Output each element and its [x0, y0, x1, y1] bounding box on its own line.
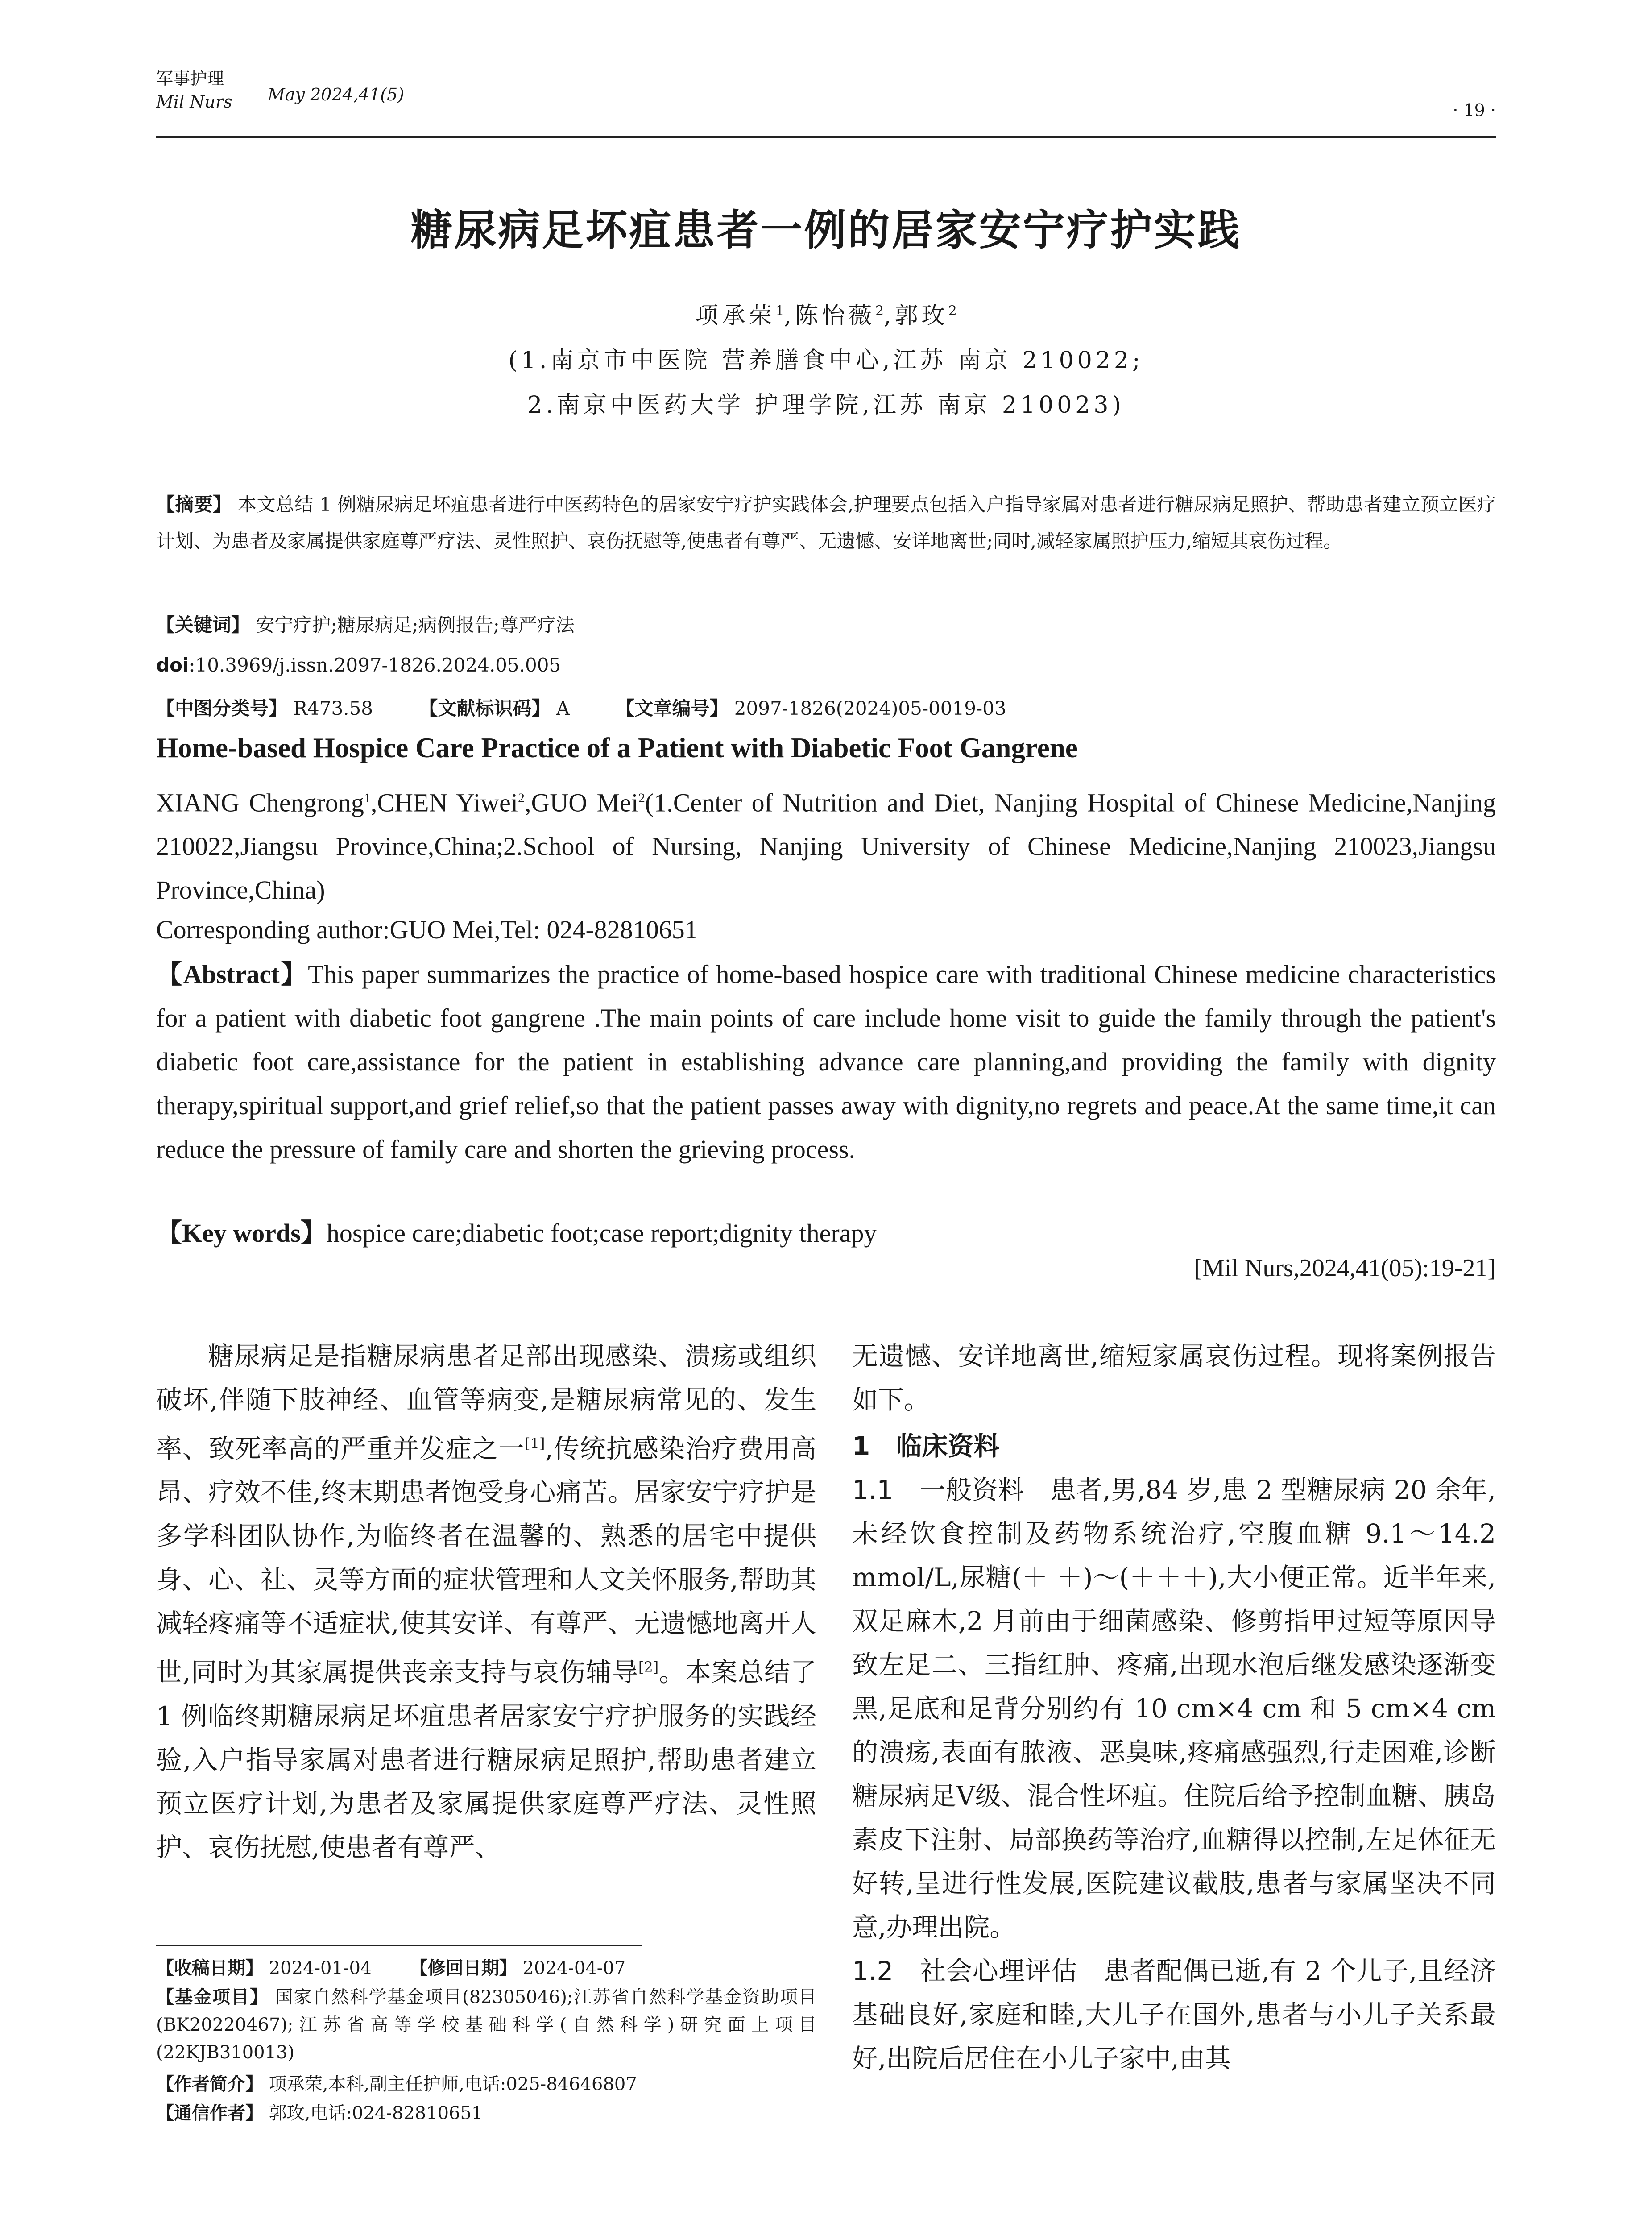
affiliation-line: 2.南京中医药大学 护理学院,江苏 南京 210023) [527, 392, 1125, 419]
author-name: ,GUO Mei [524, 788, 638, 817]
author-name: 陈怡薇 [795, 303, 875, 329]
author-name: XIANG Chengrong [156, 788, 364, 817]
abstract-cn [156, 486, 1496, 560]
keywords-cn [156, 607, 1496, 643]
citation-ref[interactable]: [1] [525, 1435, 545, 1452]
body-text: 患者,男,84 岁,患 2 型糖尿病 20 余年,未经饮食控制及药物系统治疗,空腹血糖 9.1～14.2 mmol/L,尿糖(＋ ＋)～(＋＋＋),大小便正常。近半年来,双足麻木,2 月前由于细菌感染、修剪指甲过短等原因导致左足二、三指红肿、疼痛,出现水泡后继发感染逐渐变黑,足底和足背分别约有 10 cm×4 cm 和 5 cm×4 cm 的溃疡,表面有脓液、恶臭味,疼痛感强烈,行走困难,诊断糖尿病足Ⅴ级、混合性坏疽。住院后给予控制血糖、胰岛素皮下注射、局部换药等治疗,血糖得以控制,左足体征无好转,呈进行性发展,医院建议截肢,患者与家属坚决不同意,办理出院。 [852, 1475, 1496, 1942]
author-name: 郭玫 [894, 303, 948, 329]
author-affil-mark: 2 [948, 303, 957, 319]
body-paragraph [852, 1468, 1496, 1949]
footnote-corresponding [156, 2099, 816, 2127]
corresponding-author: Corresponding author:GUO Mei,Tel: 024-82810651 [156, 915, 698, 944]
issue-info: May 2024,41(5) [268, 85, 405, 104]
subsection-heading: 1.1 一般资料 [852, 1475, 1024, 1505]
revised-date: 2024-04-07 [522, 1958, 626, 1978]
affiliation-line: (1.南京市中医院 营养膳食中心,江苏 南京 210022; [508, 347, 1144, 374]
english-title: Home-based Hospice Care Practice of a Patient with Diabetic Foot Gangrene [156, 732, 1078, 763]
received-date: 2024-01-04 [269, 1958, 372, 1978]
journal-name [156, 67, 232, 113]
author-affil-mark: 2 [875, 303, 884, 319]
doi-label: doi [156, 654, 189, 676]
classification-row [156, 694, 1006, 721]
english-abstract-text: This paper summarizes the practice of home-based hospice care with traditional Chinese medicine characteristics for a patient with diabetic foot gangrene .The main points of care include home visit to guide the family through the patient's diabetic foot care,assistance for the patient in establishing advance care planning,and providing the family with dignity therapy,spiritual support,and grief relief,so that the patient passes away with dignity,no regrets and peace.At the same time,it can reduce the pressure of family care and shorten the grieving process. [156, 960, 1496, 1164]
author-bio-text: 项承荣,本科,副主任护师,电话:025-84646807 [269, 2074, 637, 2094]
footnote-rule [156, 1945, 642, 1946]
body-text: 患者配偶已逝,有 2 个儿子,且经济基础良好,家庭和睦,大儿子在国外,患者与小儿子关系最好,出院后居住在小儿子家中,由其 [852, 1956, 1496, 2073]
body-text: 。本案总结了 1 例临终期糖尿病足坏疽患者居家安宁疗护服务的实践经验,入户指导家属对患者进行糖尿病足照护,帮助患者建立预立医疗计划,为患者及家属提供家庭尊严疗法、灵性照护、哀伤抚慰,使患者有尊严、 [156, 1657, 816, 1862]
funding-label: 【基金项目】 [156, 1987, 269, 2007]
english-abstract-label: 【Abstract】 [156, 960, 308, 989]
keywords-text: 安宁疗护;糖尿病足;病例报告;尊严疗法 [256, 614, 575, 636]
section-heading: 1 临床资料 [852, 1431, 1000, 1461]
author-name: ,CHEN Yiwei [370, 788, 518, 817]
clc-value: R473.58 [293, 697, 373, 719]
abstract-text: 本文总结 1 例糖尿病足坏疽患者进行中医药特色的居家安宁疗护实践体会,护理要点包括入户指导家属对患者进行糖尿病足照护、帮助患者建立预立医疗计划、为患者及家属提供家庭尊严疗法、灵性照护、哀伤抚慰等,使患者有尊严、无遗憾、安详地离世;同时,减轻家属照护压力,缩短其哀伤过程。 [156, 493, 1496, 552]
body-text: 糖尿病足是指糖尿病患者足部出现感染、溃疡或组织破坏,伴随下肢神经、血管等病变,是糖尿病常见的、发生率、致死率高的严重并发症之一 [156, 1341, 816, 1464]
author-affil-mark: 2 [638, 791, 645, 805]
corresponding-label: 【通信作者】 [156, 2103, 263, 2123]
revised-label: 【修回日期】 [410, 1958, 517, 1978]
doi [156, 647, 1496, 684]
keywords-label: 【关键词】 [156, 614, 250, 636]
body-paragraph [852, 1949, 1496, 2080]
received-label: 【收稿日期】 [156, 1958, 263, 1978]
article-title: 糖尿病足坏疽患者一例的居家安宁疗护实践 [410, 206, 1242, 255]
footnote-author-bio [156, 2070, 816, 2098]
journal-name-en: Mil Nurs [156, 92, 232, 112]
corresponding-text: 郭玫,电话:024-82810651 [269, 2103, 483, 2123]
body-paragraph [156, 1334, 816, 1869]
english-keywords-label: 【Key words】 [156, 1219, 327, 1248]
body-paragraph: 无遗憾、安详地离世,缩短家属哀伤过程。现将案例报告如下。 [852, 1341, 1496, 1415]
author-affil-mark: 1 [775, 303, 784, 319]
body-right-column [852, 1334, 1496, 2080]
footnote-funding [156, 1983, 816, 2066]
author-bio-label: 【作者简介】 [156, 2074, 263, 2094]
author-affil-mark: 1 [364, 791, 371, 805]
citation-ref[interactable]: [2] [638, 1659, 659, 1676]
journal-name-cn: 军事护理 [156, 69, 224, 88]
footnote-dates [156, 1954, 816, 1982]
english-keywords-text: hospice care;diabetic foot;case report;dignity therapy [326, 1219, 877, 1248]
author-affil-mark: 2 [518, 791, 525, 805]
author-list: 项承荣$^1$,陈怡薇$^2$,郭玫$^2$ [695, 303, 957, 329]
header-rule [156, 136, 1496, 138]
clc-label: 【中图分类号】 [156, 697, 288, 719]
doi-text: :10.3969/j.issn.2097-1826.2024.05.005 [189, 654, 561, 676]
doc-code-value: A [556, 697, 570, 719]
author-name: 项承荣 [695, 303, 776, 329]
article-number-label: 【文章编号】 [616, 697, 729, 719]
english-keywords [156, 1211, 1496, 1255]
body-text: ,传统抗感染治疗费用高昂、疗效不佳,终末期患者饱受身心痛苦。居家安宁疗护是多学科团队协作,为临终者在温馨的、熟悉的居宅中提供身、心、社、灵等方面的症状管理和人文关怀服务,帮助其减轻疼痛等不适症状,使其安详、有尊严、无遗憾地离开人世,同时为其家属提供丧亲支持与哀伤辅导 [156, 1433, 816, 1688]
doc-code-label: 【文献标识码】 [419, 697, 551, 719]
body-left-column [156, 1334, 816, 1869]
english-abstract [156, 953, 1496, 1171]
citation: [Mil Nurs,2024,41(05):19-21] [1194, 1254, 1496, 1282]
article-number-value: 2097-1826(2024)05-0019-03 [734, 697, 1006, 719]
funding-text: 国家自然科学基金项目(82305046);江苏省自然科学基金资助项目(BK20220467);江苏省高等学校基础科学(自然科学)研究面上项目(22KJB310013) [156, 1987, 817, 2063]
subsection-heading: 1.2 社会心理评估 [852, 1956, 1078, 1986]
page-number: · 19 · [1453, 100, 1496, 120]
abstract-label: 【摘要】 [156, 493, 232, 515]
english-affiliation: (1.Center of Nutrition and Diet, Nanjing Hospital of Chinese Medicine,Nanjing 210022,Jiangsu Province,China;2.School of Nursing, Nanjing University of Chinese Medicine,Nanjing 210023,Jiangsu Province,China) [156, 788, 1496, 905]
english-authors [156, 776, 1496, 912]
